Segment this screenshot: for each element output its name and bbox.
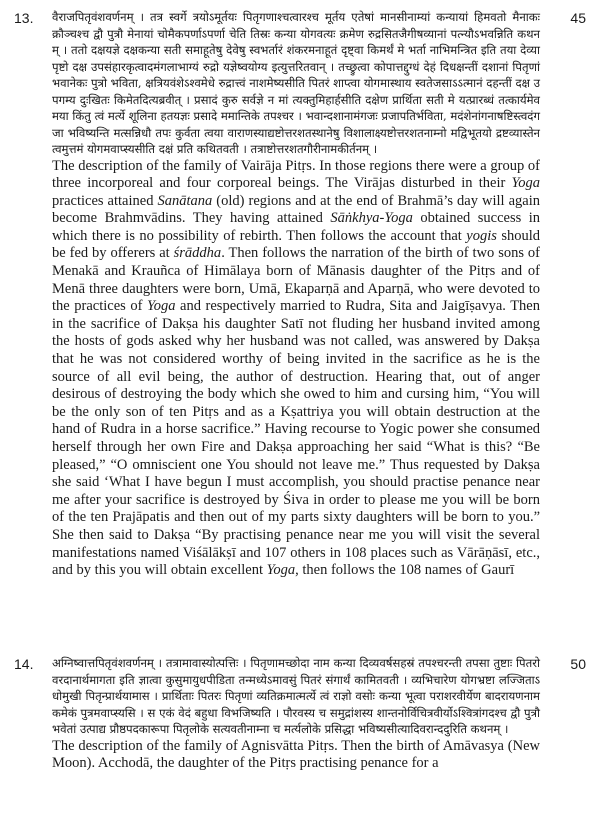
entry-14-sanskrit: अग्निष्वात्तपितृवंशवर्णनम् । तत्रामावास्योत्पत्तिः । पितृणामच्छोदा नाम कन्या दिव्यवर्षसहस्रं तपश्चरन्ती तपसा तुष्टाः पितरो वरदानार्थमागता इति ज्ञात्वा कुसुमायुधपीडिता तन्मध्येऽमावसुं पितरं संगार्थं कामितवती । व्यभिचारेण योगभ्रष्टा लज्जिताऽधोमुखी पितृन्प्रार्थयामास । प्रार्थिताः पितरः पितृणां व्यतिक्रमात्मर्त्ये त्वं राज्ञो वसोः कन्या भूत्वा पराशरवीर्येण बादरायणनामकमेकं पुत्रमवाप्स्यसि । स एकं वेदं बहुधा विभजिष्यति । पौरवस्य च समुद्रांशस्य शान्तनोर्विचित्रवीर्योऽश्वित्रांगदश्च द्वौ पुत्रौ भवेतां उत्पाद्य प्रौष्ठपदकारूपा पितृलोके सत्यवतीनाम्ना च मर्त्यलोके प्रसिद्धा भविष्यसीत्यादिवरान्ददुरिति कथनम् । <box>52 656 540 736</box>
entry-13 <box>52 9 540 580</box>
entry-14-page-marker: 50 <box>570 656 586 672</box>
entry-13-page-marker: 45 <box>570 10 586 26</box>
entry-14-number: 14. <box>14 656 34 672</box>
entry-13-sanskrit: वैराजपितृवंशवर्णनम् । तत्र स्वर्गे त्रयोऽमूर्तयः पितृगणाश्चत्वारश्च मूर्तय एतेषां मानसीनाम्यां कन्यायां हिमवतो मैनाकः क्रौञ्चश्च द्वौ पुत्रौ मेनायां चोमैकपर्णाऽपर्णा चेति तिस्रः कन्या योगवत्यः क्रमेण रुद्रसितजैगीषव्यानां पत्न्यौऽभवन्निति कथनम् । ततो दक्षयज्ञे दक्षकन्या सती समाहूतेषु देवेषु स्वभर्तारं शंकरमनाहूतं दृष्ट्वा किमर्थं मे भर्ता नाभिमन्त्रित इति तया देव्या पृष्टो दक्ष उपसंहारकृत्वादमंगलाभाग्यं रुद्रो यज्ञेष्वयोग्य इत्युत्तरितवान् । तच्छ्रुत्वा कोपात्तद्दुग्धं देहं दिधक्षन्तीं दशानां पितृणां भवानेकः पुत्रो भविता, क्षत्रियवंशेऽश्वमेधे रुद्रात्त्वं नाशमेष्यसीति पितरं शाप्त्वा योगमास्थाय स्वतेजसाऽऽत्मानं दहन्तीं दक्ष उपगम्य दुःखितः किमेतदित्यब्रवीत् । प्रसादं कुरु सर्वज्ञे न मां त्यक्तुमिहार्हसीति दक्षेण प्रार्थिता सती मे यत्प्रारब्धं तत्कार्यमेव मया किंतु त्वं मर्त्ये शूलिना हतयज्ञः प्रसादे ममान्तिके तपश्चर । भवान्दशानामंगजः प्रजापतिर्भविता, मदंशेनांगनाषष्टिस्त्वदंगजा भविष्यन्ति मत्सन्निधौ तपः कुर्वता त्वया वाराणस्याद्यष्टोत्तरशतस्थानेषु विशालाक्ष्यष्टोत्तरशतनाम्नो मद्विभूतयो द्रष्टव्यास्तेन त्वमुत्तमं योगमवाप्स्यसीति दक्षं प्रति कथितवती । तत्राष्टोत्तरशतगौरीनामकीर्तनम् । <box>52 10 540 156</box>
entry-14-english: The description of the family of Agnisvātta Pitṛs. Then the birth of Amāvasya (New Moon). Acchodā, the daughter of the Pitṛs practising penance for a <box>52 737 540 772</box>
entry-13-english: The description of the family of Vairāja Pitṛs. In those regions there were a group of three incorporeal and four corporeal beings. The Virājas disturbed in their Yoga practices attained Sanātana (old) regions and at the end of Brahmā’s day will again become Brahmvādins. They having attained Sāṅkhya-Yoga obtained success in which there is no possibility of rebirth. Then follows the account that yogis should be fed by offerers at śrāddha. Then follows the narration of the birth of two sons of Menakā and Krauñca of Himālaya born of Mānasis daughter of the Pitṛs and of Menā three daughters were born, Umā, Ekaparṇā and Aparṇā, who were devoted to the practices of Yoga and respectively married to Rudra, Sita and Jaigīṣavya. Then in the sacrifice of Dakṣa his daughter Satī not fluding her husband invited among the hosts of gods asked why her husband was not called, was answered by Dakṣa that he was not considered worthy of being invited in the sacrifice as he is the source of all evil being, the author of destruction. Hearing that, out of anger desirous of destroying the body which she owed to him and cursing him, “You will be the only son of ten Pitṛs and as a Kṣattriya you will obtain destruction at the hand of Rudra in a horse sacrifice.” Having recourse to Yogic power she consumed herself through her own Fire and Dakṣa approaching her said “What is this? “Be pleased,” “O omniscient one You should not leave me.” Thus requested by Dakṣa she said ‘What I have begun I must accomplish, you should practise penance near me after your sacrifice is destroyed by Śiva in order to please me you will be born of the ten Prajāpatis and then out of my parts sixty daughters will be born to you.” She then said to Dakṣa “By practising penance near me you will visit the several manifestations named Viśālākṣī and 107 others in 108 places such as Vārāṇāsī, etc., and by this you will obtain excellent Yoga, then follows the 108 names of Gaurī <box>52 157 541 579</box>
entry-14 <box>52 655 540 773</box>
entry-13-number: 13. <box>14 10 34 26</box>
